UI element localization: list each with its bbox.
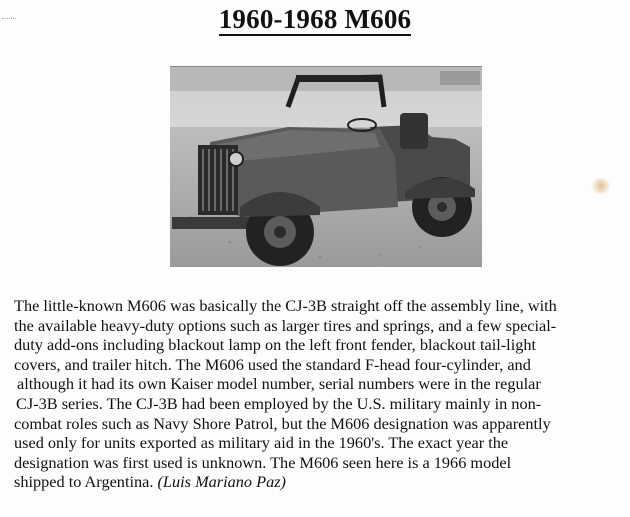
body-line: CJ-3B series. The CJ-3B had been employed by the U.S. military mainly in non- (16, 393, 542, 413)
body-line: covers, and trailer hitch. The M606 used the standard F-head four-cylinder, and (14, 354, 531, 374)
body-line: designation was first used is unknown. The M606 seen here is a 1966 model (14, 452, 512, 472)
body-line: shipped to Argentina. (14, 472, 154, 492)
paper-stain (591, 178, 611, 194)
jeep-photo (170, 66, 482, 267)
title-text: 1960-1968 M606 (218, 4, 412, 34)
body-line: used only for units exported as military aid in the 1960's. The exact year the (14, 433, 509, 453)
body-line: the available heavy-duty options such as larger tires and springs, and a few special- (14, 315, 557, 335)
body-line-last (14, 472, 626, 492)
body-line: The little-known M606 was basically the CJ-3B straight off the assembly line, with (14, 296, 557, 315)
body-line: duty add-ons including blackout lamp on the left front fender, blackout tail-light (14, 335, 537, 355)
body-line: although it had its own Kaiser model number, serial numbers were in the regular (17, 374, 541, 394)
article-body (14, 296, 626, 492)
body-line: combat roles such as Navy Shore Patrol, but the M606 designation was apparently (14, 413, 551, 433)
photo-credit: (Luis Mariano Paz) (157, 472, 286, 492)
page-title (0, 4, 630, 35)
